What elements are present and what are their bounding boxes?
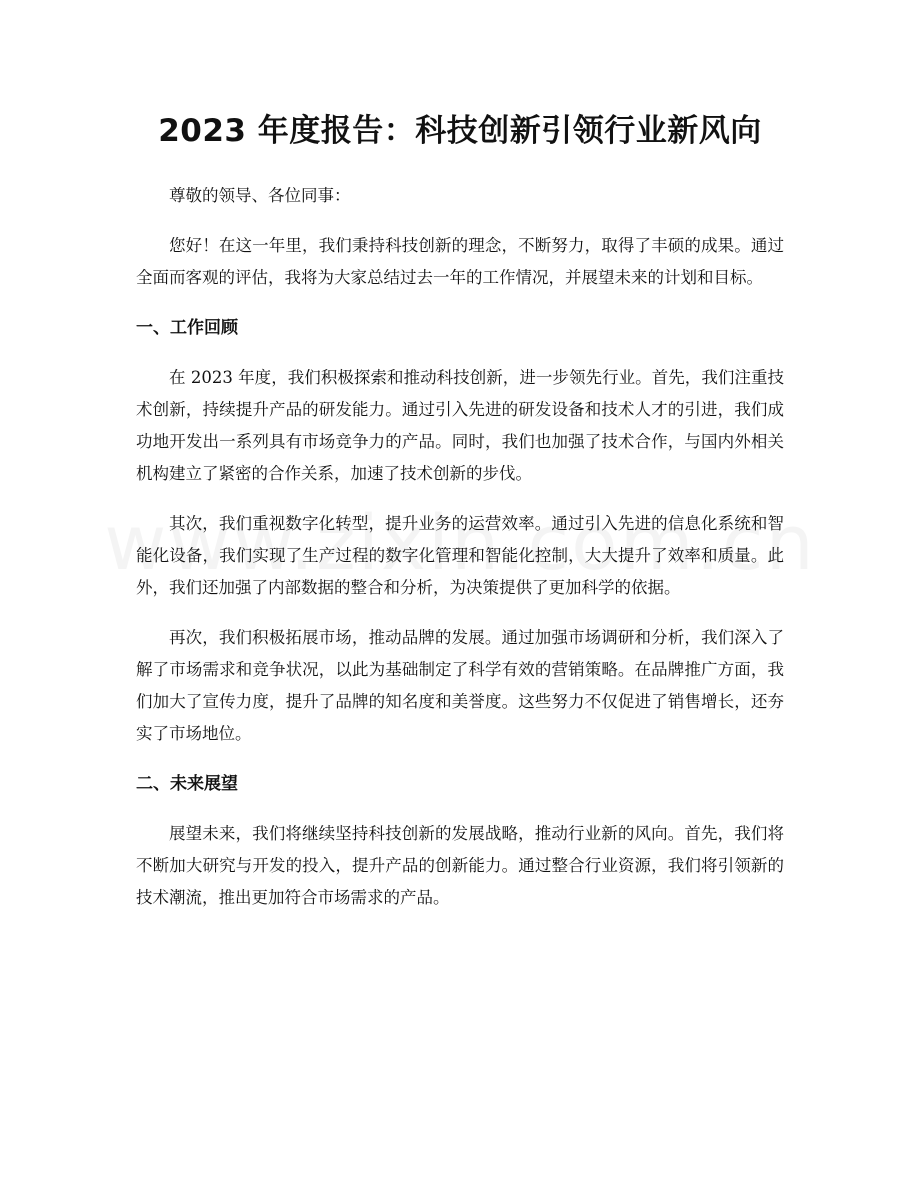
section-heading-future-outlook: 二、未来展望 [136,774,238,794]
document-title: 2023 年度报告：科技创新引领行业新风向 [158,113,762,149]
section-heading-work-review: 一、工作回顾 [136,318,238,338]
intro-paragraph: 您好！在这一年里，我们秉持科技创新的理念，不断努力，取得了丰硕的成果。通过全面而客观的评估，我将为大家总结过去一年的工作情况，并展望未来的计划和目标。 [136,236,784,287]
work-review-paragraph-2: 其次，我们重视数字化转型，提升业务的运营效率。通过引入先进的信息化系统和智能化设备，我们实现了生产过程的数字化管理和智能化控制，大大提升了效率和质量。此外，我们还加强了内部数据的整合和分析，为决策提供了更加科学的依据。 [136,514,784,597]
future-outlook-paragraph-1: 展望未来，我们将继续坚持科技创新的发展战略，推动行业新的风向。首先，我们将不断加大研究与开发的投入，提升产品的创新能力。通过整合行业资源，我们将引领新的技术潮流，推出更加符合市场需求的产品。 [136,824,784,907]
work-review-paragraph-1: 在 2023 年度，我们积极探索和推动科技创新，进一步领先行业。首先，我们注重技术创新，持续提升产品的研发能力。通过引入先进的研发设备和技术人才的引进，我们成功地开发出一系列具有市场竞争力的产品。同时，我们也加强了技术合作，与国内外相关机构建立了紧密的合作关系，加速了技术创新的步伐。 [136,368,784,483]
greeting-paragraph: 尊敬的领导、各位同事： [169,186,351,205]
work-review-paragraph-3: 再次，我们积极拓展市场，推动品牌的发展。通过加强市场调研和分析，我们深入了解了市场需求和竞争状况，以此为基础制定了科学有效的营销策略。在品牌推广方面，我们加大了宣传力度，提升了品牌的知名度和美誉度。这些努力不仅促进了销售增长，还夯实了市场地位。 [136,628,784,743]
